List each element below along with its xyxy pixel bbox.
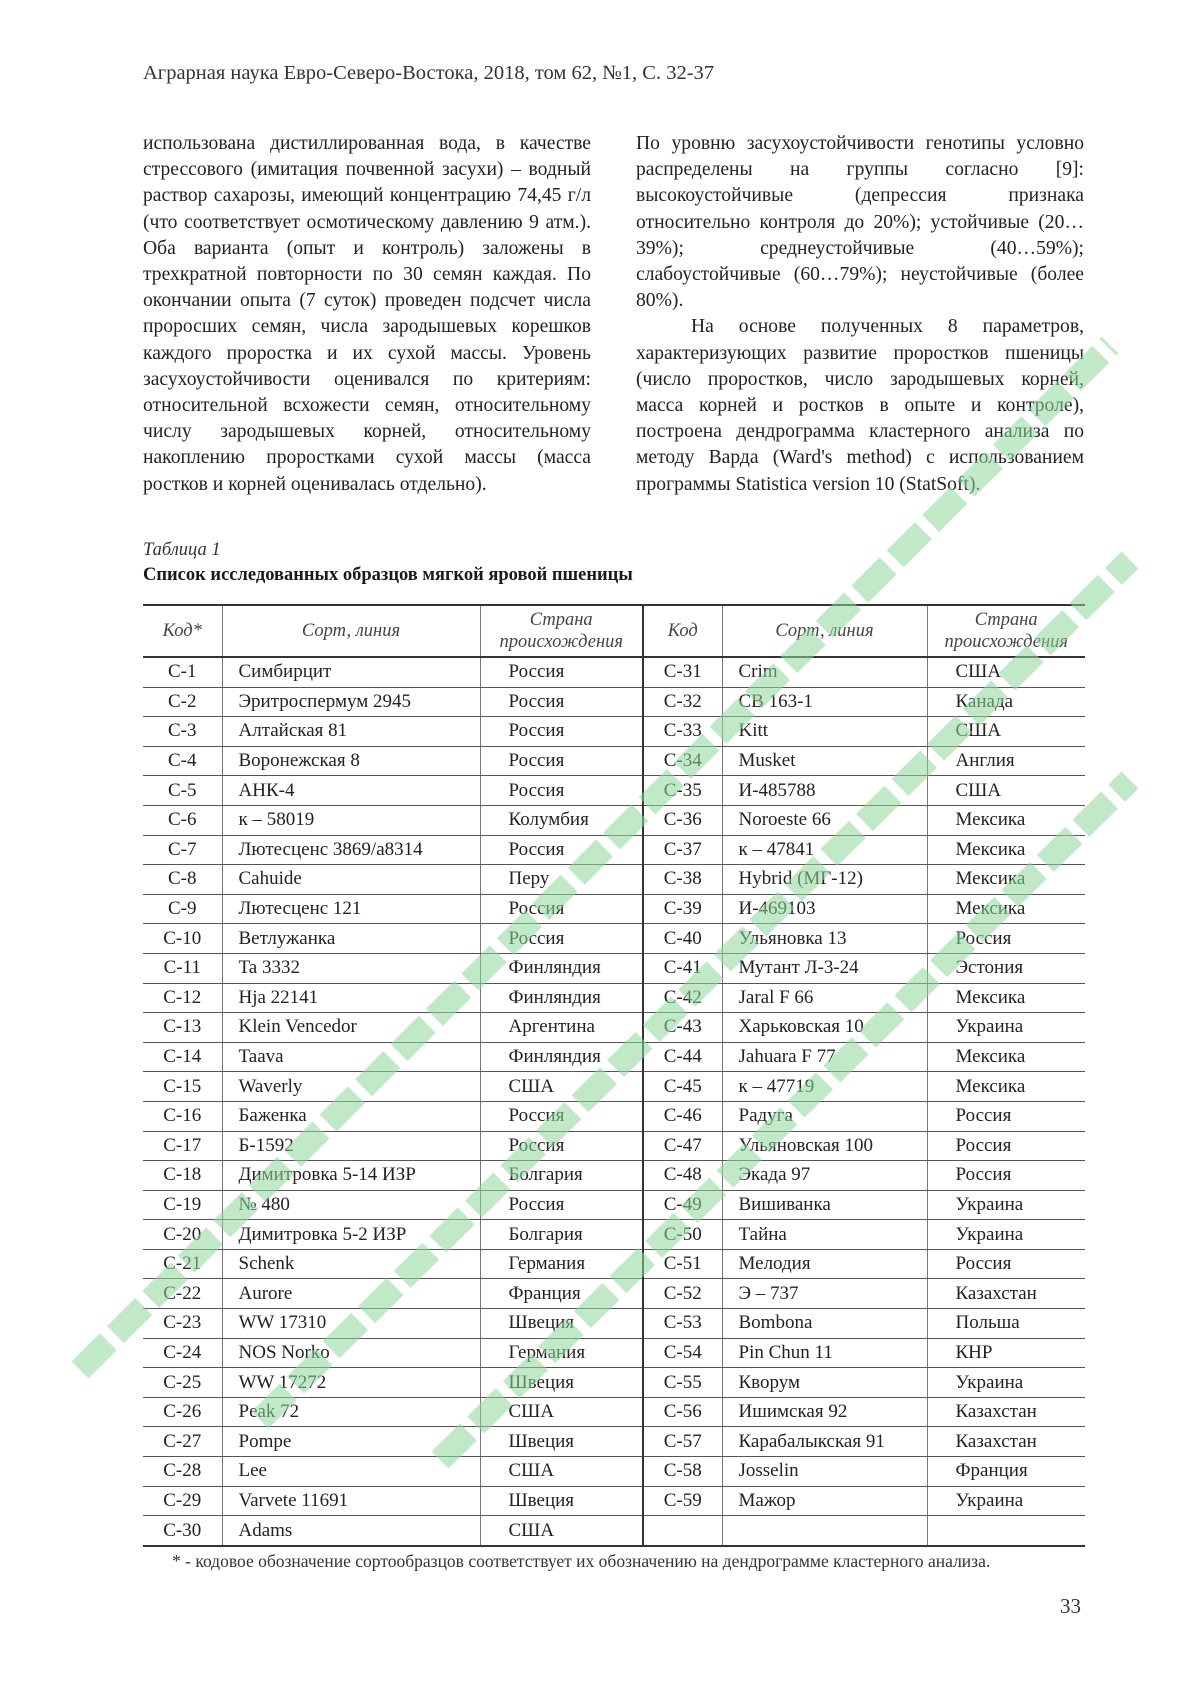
cell-country: США [480,1457,643,1487]
table-row [143,1042,1085,1072]
right-column [636,131,1084,498]
cell-country-right: США [927,717,1085,747]
cell-code: С-16 [143,1101,222,1131]
cell-code: С-8 [143,865,222,895]
cell-variety: Hja 22141 [222,983,480,1013]
cell-variety: Лютесценс 3869/а8314 [222,835,480,865]
cell-variety-right: к – 47719 [722,1072,927,1102]
table-row [143,1249,1085,1279]
cell-variety-right: Musket [722,746,927,776]
cell-country-right: Мексика [927,835,1085,865]
cell-variety: Cahuide [222,865,480,895]
cell-code: С-20 [143,1220,222,1250]
cell-variety: № 480 [222,1190,480,1220]
cell-code: С-18 [143,1161,222,1191]
cell-country: США [480,1397,643,1427]
cell-country: Россия [480,717,643,747]
cell-variety: Воронежская 8 [222,746,480,776]
cell-code: С-13 [143,1013,222,1043]
table-row [143,865,1085,895]
cell-country-right: Франция [927,1457,1085,1487]
cell-variety-right: СВ 163-1 [722,687,927,717]
cell-code: С-5 [143,776,222,806]
cell-country-right: Казахстан [927,1397,1085,1427]
cell-variety-right: Кворум [722,1368,927,1398]
cell-code-right: С-43 [643,1013,722,1043]
left-column [143,131,591,498]
cell-country-right: США [927,776,1085,806]
cell-variety: Алтайская 81 [222,717,480,747]
cell-country: Германия [480,1338,643,1368]
cell-variety: Ta 3332 [222,953,480,983]
table-row [143,1161,1085,1191]
table-row [143,1220,1085,1250]
cell-variety: Ветлужанка [222,924,480,954]
cell-code: С-23 [143,1309,222,1339]
cell-variety-right: Харьковская 10 [722,1013,927,1043]
cell-variety-right: Мажор [722,1486,927,1516]
cell-code-right: С-35 [643,776,722,806]
varieties-table [143,604,1085,1547]
cell-variety: Б-1592 [222,1131,480,1161]
cell-country-right: Россия [927,1249,1085,1279]
cell-code-right: С-59 [643,1486,722,1516]
cell-country: Болгария [480,1220,643,1250]
cell-variety: Димитровка 5-14 ИЗР [222,1161,480,1191]
cell-variety-right: Э – 737 [722,1279,927,1309]
cell-variety-right: И-469103 [722,894,927,924]
cell-code: С-4 [143,746,222,776]
right-column-paragraph-2: На основе полученных 8 параметров, характеризующих развитие проростков пшеницы (число проростков, число зародышевых корней, масса корней и ростков в опыте и контроле), построена дендрограмма кластерного анализа по методу Варда (Ward's method) с использованием программы Statistica version 10 (StatSoft). [636,316,1084,495]
table-row [143,1072,1085,1102]
cell-variety-right: Мутант Л-3-24 [722,953,927,983]
cell-variety: WW 17272 [222,1368,480,1398]
cell-country-right: Казахстан [927,1427,1085,1457]
table-row [143,717,1085,747]
cell-variety-right: Карабалыкская 91 [722,1427,927,1457]
cell-variety-right: Тайна [722,1220,927,1250]
cell-code: С-24 [143,1338,222,1368]
cell-variety-right: к – 47841 [722,835,927,865]
header-variety: Сорт, линия [222,605,480,657]
table-row [143,894,1085,924]
cell-code: С-14 [143,1042,222,1072]
cell-code-right: С-42 [643,983,722,1013]
cell-code: С-15 [143,1072,222,1102]
table-row [143,1131,1085,1161]
cell-country-right [927,1516,1085,1546]
cell-code-right: С-37 [643,835,722,865]
cell-code: С-28 [143,1457,222,1487]
cell-code-right: С-46 [643,1101,722,1131]
cell-variety: АНК-4 [222,776,480,806]
cell-code-right: С-36 [643,805,722,835]
cell-code-right: С-57 [643,1427,722,1457]
cell-country-right: Украина [927,1190,1085,1220]
cell-variety-right: Josselin [722,1457,927,1487]
cell-country: Россия [480,1101,643,1131]
cell-country-right: Россия [927,1101,1085,1131]
table-row [143,1309,1085,1339]
table-row [143,1338,1085,1368]
cell-country-right: Мексика [927,865,1085,895]
table-row [143,776,1085,806]
table-header-row [143,605,1085,657]
cell-variety: Peak 72 [222,1397,480,1427]
table-caption: Таблица 1 [143,540,221,560]
cell-code-right: С-40 [643,924,722,954]
cell-code-right: С-55 [643,1368,722,1398]
cell-country-right: Россия [927,1161,1085,1191]
cell-variety-right: Мелодия [722,1249,927,1279]
cell-variety-right: Crim [722,657,927,687]
cell-code-right: С-44 [643,1042,722,1072]
table-row [143,1516,1085,1546]
cell-variety-right: Kitt [722,717,927,747]
table-row [143,805,1085,835]
cell-code: С-25 [143,1368,222,1398]
cell-code: С-17 [143,1131,222,1161]
cell-variety: Schenk [222,1249,480,1279]
cell-variety-right: Jaral F 66 [722,983,927,1013]
cell-country: Германия [480,1249,643,1279]
cell-code-right: С-54 [643,1338,722,1368]
cell-code-right: С-49 [643,1190,722,1220]
cell-variety-right: И-485788 [722,776,927,806]
table-row [143,1101,1085,1131]
table-row [143,1368,1085,1398]
table-row [143,1279,1085,1309]
cell-country: Россия [480,687,643,717]
cell-country-right: США [927,657,1085,687]
cell-code-right [643,1516,722,1546]
cell-code: С-27 [143,1427,222,1457]
cell-country: Колумбия [480,805,643,835]
cell-country: Перу [480,865,643,895]
cell-code: С-2 [143,687,222,717]
table-row [143,687,1085,717]
cell-country: Финляндия [480,953,643,983]
cell-country: Россия [480,924,643,954]
cell-variety: Varvete 11691 [222,1486,480,1516]
cell-country-right: Мексика [927,1042,1085,1072]
cell-country: Россия [480,1131,643,1161]
cell-code: С-9 [143,894,222,924]
table-title: Список исследованных образцов мягкой яровой пшеницы [143,565,633,585]
table-row [143,657,1085,687]
cell-variety: NOS Norko [222,1338,480,1368]
table-row [143,1013,1085,1043]
cell-code-right: С-50 [643,1220,722,1250]
cell-variety: Лютесценс 121 [222,894,480,924]
table-row [143,1427,1085,1457]
cell-variety: Adams [222,1516,480,1546]
cell-country: Россия [480,776,643,806]
cell-country: Россия [480,746,643,776]
cell-country: США [480,1516,643,1546]
cell-country-right: Мексика [927,1072,1085,1102]
cell-variety: Lee [222,1457,480,1487]
table-row [143,1457,1085,1487]
cell-code: С-29 [143,1486,222,1516]
cell-country-right: Украина [927,1368,1085,1398]
cell-code-right: С-51 [643,1249,722,1279]
cell-country-right: Россия [927,924,1085,954]
cell-country: США [480,1072,643,1102]
cell-variety-right: Радуга [722,1101,927,1131]
cell-code: С-26 [143,1397,222,1427]
cell-code-right: С-56 [643,1397,722,1427]
table-row [143,746,1085,776]
cell-country: Болгария [480,1161,643,1191]
header-variety-right: Сорт, линия [722,605,927,657]
cell-variety: Klein Vencedor [222,1013,480,1043]
cell-code: С-21 [143,1249,222,1279]
cell-code: С-11 [143,953,222,983]
cell-code: С-30 [143,1516,222,1546]
cell-code-right: С-52 [643,1279,722,1309]
cell-variety-right: Ишимская 92 [722,1397,927,1427]
cell-country-right: Россия [927,1131,1085,1161]
cell-code: С-10 [143,924,222,954]
header-country: Страна происхождения [480,605,643,657]
cell-country: Швеция [480,1427,643,1457]
cell-code-right: С-32 [643,687,722,717]
cell-code: С-3 [143,717,222,747]
cell-variety: Pompe [222,1427,480,1457]
cell-code-right: С-33 [643,717,722,747]
cell-variety: WW 17310 [222,1309,480,1339]
cell-country: Аргентина [480,1013,643,1043]
cell-country-right: Мексика [927,894,1085,924]
cell-code: С-19 [143,1190,222,1220]
table-row [143,924,1085,954]
cell-variety: Симбирцит [222,657,480,687]
cell-variety-right: Ульяновка 13 [722,924,927,954]
header-code-right: Код [643,605,722,657]
table-footnote: * - кодовое обозначение сортообразцов соответствует их обозначению на дендрограмме кластерного анализа. [172,1551,991,1571]
cell-country: Финляндия [480,983,643,1013]
cell-variety: к – 58019 [222,805,480,835]
cell-variety-right: Вишиванка [722,1190,927,1220]
page-number: 33 [1060,1594,1081,1618]
header-code: Код* [143,605,222,657]
cell-code-right: С-53 [643,1309,722,1339]
cell-country: Швеция [480,1486,643,1516]
cell-code-right: С-45 [643,1072,722,1102]
cell-country-right: Мексика [927,983,1085,1013]
cell-code-right: С-39 [643,894,722,924]
cell-variety: Aurore [222,1279,480,1309]
cell-country-right: КНР [927,1338,1085,1368]
cell-country-right: Казахстан [927,1279,1085,1309]
right-column-paragraph-1: По уровню засухоустойчивости генотипы условно распределены на группы согласно [9]: высокоустойчивые (депрессия признака относительно контроля до 20%); устойчивые (20…39%); среднеустойчивые (40…59%); слабоустойчивые (60…79%); неустойчивые (более 80%). [636,133,1084,312]
cell-country-right: Украина [927,1220,1085,1250]
cell-country-right: Польша [927,1309,1085,1339]
cell-code: С-6 [143,805,222,835]
cell-variety-right [722,1516,927,1546]
running-head: Аграрная наука Евро-Северо-Востока, 2018, том 62, №1, С. 32-37 [143,62,715,84]
table-row [143,1190,1085,1220]
cell-country: Россия [480,894,643,924]
cell-code: С-1 [143,657,222,687]
cell-country: Франция [480,1279,643,1309]
cell-code-right: С-34 [643,746,722,776]
table-row [143,983,1085,1013]
cell-variety-right: Ульяновская 100 [722,1131,927,1161]
cell-code-right: С-31 [643,657,722,687]
cell-country-right: Мексика [927,805,1085,835]
cell-variety-right: Pin Chun 11 [722,1338,927,1368]
cell-variety: Эритроспермум 2945 [222,687,480,717]
cell-variety: Waverly [222,1072,480,1102]
cell-country: Швеция [480,1368,643,1398]
cell-country-right: Англия [927,746,1085,776]
table-body [143,657,1085,1546]
cell-code-right: С-47 [643,1131,722,1161]
cell-country: Россия [480,657,643,687]
table-row [143,953,1085,983]
cell-country: Россия [480,835,643,865]
left-column-text: использована дистиллированная вода, в качестве стрессового (имитация почвенной засухи) – водный раствор сахарозы, имеющий концентрацию 74,45 г/л (что соответствует осмотическому давлению 9 атм.). Оба варианта (опыт и контроль) заложены в трехкратной повторности по 30 семян каждая. По окончании опыта (7 суток) проведен подсчет числа проросших семян, числа зародышевых корешков каждого проростка и их сухой массы. Уровень засухоустойчивости оценивался по критериям: относительной всхожести семян, относительному числу зародышевых корней, относительному накоплению проростками сухой массы (масса ростков и корней оценивалась отдельно). [143,133,591,495]
cell-code: С-22 [143,1279,222,1309]
cell-variety-right: Jahuara F 77 [722,1042,927,1072]
cell-code-right: С-58 [643,1457,722,1487]
cell-variety: Taava [222,1042,480,1072]
header-country-right: Страна происхождения [927,605,1085,657]
cell-code: С-12 [143,983,222,1013]
cell-country-right: Эстония [927,953,1085,983]
table-row [143,1486,1085,1516]
cell-country: Швеция [480,1309,643,1339]
cell-variety-right: Noroeste 66 [722,805,927,835]
cell-code-right: С-41 [643,953,722,983]
cell-variety: Димитровка 5-2 ИЗР [222,1220,480,1250]
cell-country-right: Украина [927,1486,1085,1516]
cell-variety-right: Экада 97 [722,1161,927,1191]
cell-variety-right: Bombona [722,1309,927,1339]
table-row [143,1397,1085,1427]
cell-country: Россия [480,1190,643,1220]
cell-country: Финляндия [480,1042,643,1072]
cell-code: С-7 [143,835,222,865]
cell-country-right: Канада [927,687,1085,717]
cell-code-right: С-48 [643,1161,722,1191]
cell-code-right: С-38 [643,865,722,895]
cell-country-right: Украина [927,1013,1085,1043]
cell-variety: Баженка [222,1101,480,1131]
table-row [143,835,1085,865]
cell-variety-right: Hybrid (МГ-12) [722,865,927,895]
